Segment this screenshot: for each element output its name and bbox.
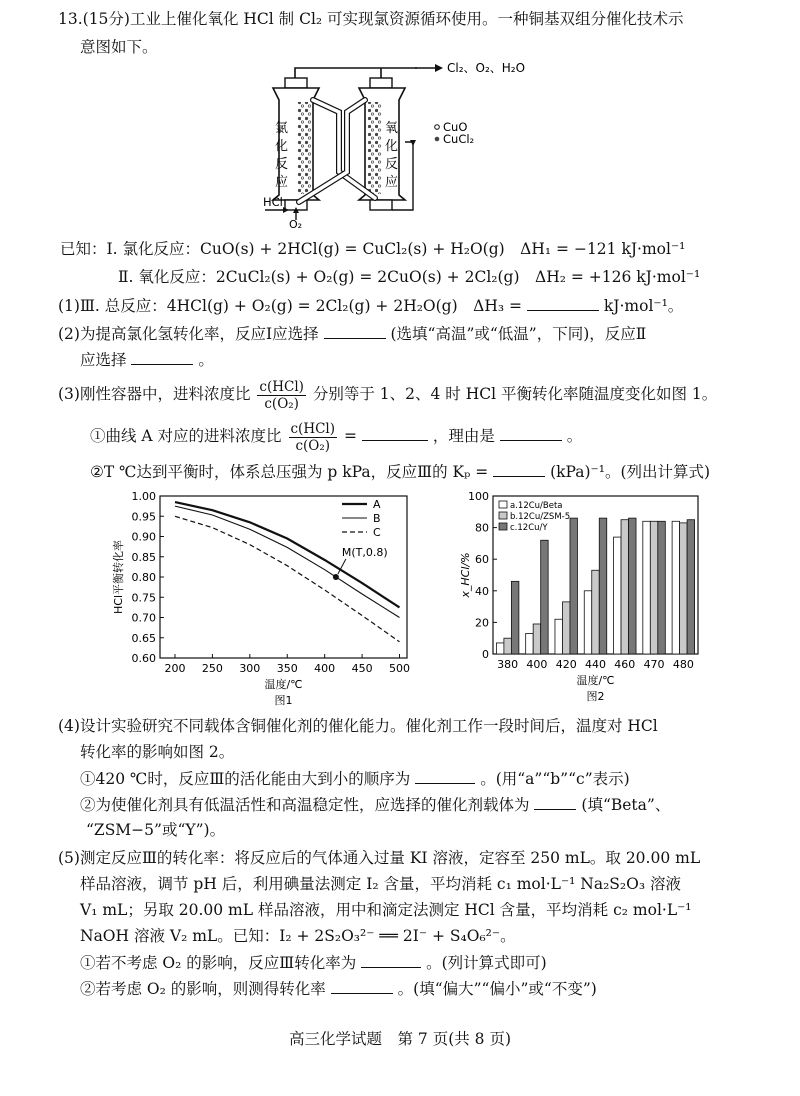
q5-text-b: 样品溶液，调节 pH 后，利用碘量法测定 I₂ 含量，平均消耗 c₁ mol·L⁻¹ Na₂S₂O₃ 溶液: [80, 875, 681, 893]
bar-400-c: [541, 540, 549, 654]
q1-unit: kJ·mol⁻¹。: [603, 297, 684, 315]
bar-480-b: [680, 523, 688, 654]
bar-380-b: [504, 638, 512, 654]
right-reactor-char-1: 氧: [385, 121, 399, 136]
frac-den: c(O₂): [264, 395, 299, 412]
bar-420-b: [562, 602, 570, 654]
q3-s1-text-c: ，理由是: [432, 427, 495, 445]
q2-text-c: 应选择: [80, 351, 127, 369]
frac-num-2: c(HCl): [290, 420, 336, 437]
q1: [58, 294, 683, 317]
q4-s2-text-c: “ZSM−5”或“Y”)。: [86, 821, 226, 839]
x-tick-label: 400: [526, 658, 548, 671]
q3-sub1: [90, 418, 582, 454]
q5-sub1: [80, 951, 547, 974]
bar-400-b: [533, 624, 541, 654]
q1-text: (1)Ⅲ. 总反应：4HCl(g) + O₂(g) = 2Cl₂(g) + 2H₂O(g) ΔH₃ =: [58, 297, 522, 315]
q3-sub2: [90, 460, 710, 483]
ratio-fraction-2: [289, 421, 338, 454]
figure-1-line-chart: [105, 488, 415, 710]
q4-s1-text-b: 。(用“a”“b”“c”表示): [480, 770, 630, 788]
series-line-C: [175, 516, 400, 642]
q4-s2-text-b: (填“Beta”、: [581, 796, 671, 814]
q3-s2-text-b: (kPa)⁻¹。(列出计算式): [550, 463, 711, 481]
q4-s1-blank[interactable]: [415, 767, 475, 784]
bar-420-c: [570, 518, 578, 654]
y-axis-label: HCl平衡转化率: [112, 539, 125, 615]
q2-text-d: 。: [198, 351, 214, 369]
legend-swatch-c: [499, 523, 507, 530]
x-tick-label: 200: [164, 662, 186, 675]
q3-s1-eq: =: [343, 427, 357, 445]
left-reactor-char-3: 反: [275, 157, 289, 172]
bar-440-c: [599, 518, 607, 654]
q3-s1-text-a: ①曲线 A 对应的进料浓度比: [90, 427, 282, 445]
x-tick-label: 460: [614, 658, 636, 671]
q3-text-b: 分别等于 1、2、4 时 HCl 平衡转化率随温度变化如图 1。: [312, 385, 718, 403]
point-M-label: M(T,0.8): [341, 546, 388, 559]
x-tick-label: 480: [672, 658, 694, 671]
out-label: Cl₂、O₂、H₂O: [447, 61, 526, 75]
bar-380-a: [496, 643, 504, 654]
q3-s1-blank-2[interactable]: [500, 424, 562, 441]
bar-460-a: [614, 537, 622, 654]
x-tick-label: 300: [239, 662, 261, 675]
y-tick-label: 0.75: [131, 591, 156, 605]
o2-input: O₂: [289, 218, 303, 230]
legend-label-A: A: [373, 498, 381, 511]
q3-s1-blank-1[interactable]: [362, 424, 428, 441]
legend-label-c: c.12Cu/Y: [510, 523, 548, 533]
q4-text-a: (4)设计实验研究不同载体含铜催化剂的催化能力。催化剂工作一段时间后，温度对 HCl: [58, 717, 658, 735]
q5-s2-text-a: ②若考虑 O₂ 的影响，则测得转化率: [80, 980, 326, 998]
y-tick-label: 20: [475, 616, 489, 630]
bar-460-c: [629, 518, 637, 654]
legend-label-b: b.12Cu/ZSM-5: [510, 512, 571, 522]
plot-frame: [160, 496, 407, 658]
bar-480-c: [687, 520, 695, 654]
x-tick-label: 350: [276, 662, 298, 675]
reactor-diagram: [255, 60, 555, 230]
bar-470-b: [650, 521, 658, 654]
bar-440-b: [592, 570, 600, 654]
q4-s1-text-a: ①420 ℃时，反应Ⅲ的活化能由大到小的顺序为: [80, 770, 411, 788]
bar-400-a: [526, 633, 534, 654]
right-reactor-char-4: 应: [385, 175, 399, 190]
bar-440-a: [584, 591, 592, 654]
q2-text-a: (2)为提高氯化氢转化率，反应Ⅰ应选择: [58, 325, 319, 343]
known-reaction-1: 已知：Ⅰ. 氯化反应：CuO(s) + 2HCl(g) = CuCl₂(s) + H₂O(g) ΔH₁ = −121 kJ·mol⁻¹: [60, 240, 686, 258]
left-reactor-char-2: 化: [275, 139, 289, 154]
y-tick-label: 0.60: [131, 652, 156, 665]
bar-470-a: [643, 521, 651, 654]
y-tick-label: 1.00: [131, 490, 156, 503]
y-tick-label: 40: [475, 584, 489, 598]
y-tick-label: 0: [482, 648, 489, 661]
y-tick-label: 100: [468, 490, 489, 503]
x-tick-label: 400: [314, 662, 336, 675]
q4-s2-blank[interactable]: [534, 793, 576, 810]
page-footer: 高三化学试题 第 7 页(共 8 页): [288, 1030, 512, 1048]
question-header: 13.(15分)工业上催化氧化 HCl 制 Cl₂ 可实现氯资源循环使用。一种铜基双组分催化技术示: [58, 10, 684, 28]
x-tick-label: 250: [201, 662, 223, 675]
bar-460-b: [621, 520, 629, 654]
bar-480-a: [672, 521, 680, 654]
y-tick-label: 0.80: [131, 571, 156, 584]
q2-cont: [80, 348, 214, 371]
legend-cuo: CuO: [443, 120, 468, 134]
y-tick-label: 0.95: [131, 510, 156, 524]
bar-420-a: [555, 619, 563, 654]
ratio-fraction: [257, 379, 306, 412]
q5-s1-text-b: 。(列计算式即可): [426, 954, 547, 972]
y-tick-label: 80: [475, 521, 489, 535]
left-reactor-char-4: 应: [275, 175, 289, 190]
y-tick-label: 0.90: [131, 530, 156, 544]
frac-den-2: c(O₂): [295, 437, 331, 454]
y-tick-label: 60: [475, 553, 489, 567]
q5-sub2: [80, 977, 597, 1000]
series-line-B: [175, 506, 400, 617]
legend-label-B: B: [373, 512, 381, 525]
q5-s1-blank[interactable]: [361, 951, 421, 968]
legend-cucl2: CuCl₂: [443, 132, 475, 146]
q5-text-d: NaOH 溶液 V₂ mL。已知：I₂ + 2S₂O₃²⁻ ══ 2I⁻ + S₄O₆²⁻。: [80, 927, 516, 945]
right-reactor-char-3: 反: [385, 157, 399, 172]
question-header-cont: 意图如下。: [80, 38, 158, 56]
bar-380-c: [511, 581, 519, 654]
figure-2-bar-chart: [458, 488, 708, 710]
q3-text-a: (3)刚性容器中，进料浓度比: [58, 385, 251, 403]
q1-answer-blank[interactable]: [527, 294, 599, 311]
q5-text-a: (5)测定反应Ⅲ的转化率：将反应后的气体通入过量 KI 溶液，定容至 250 mL。取 20.00 mL: [58, 849, 701, 867]
legend-label-C: C: [373, 526, 381, 539]
x-tick-label: 470: [643, 658, 665, 671]
point-M: [333, 574, 339, 580]
y-tick-label: 0.85: [131, 550, 156, 564]
q5-text-c: V₁ mL；另取 20.00 mL 样品溶液，用中和滴定法测定 HCl 含量，平均消耗 c₂ mol·L⁻¹: [80, 901, 692, 919]
q4-sub2: [80, 793, 670, 816]
q5-s1-text-a: ①若不考虑 O₂ 的影响，反应Ⅲ转化率为: [80, 954, 357, 972]
q2-blank-2[interactable]: [131, 348, 193, 365]
q3-s1-text-d: 。: [566, 427, 583, 445]
legend-swatch-b: [499, 512, 507, 519]
x-tick-label: 440: [585, 658, 606, 671]
x-tick-label: 420: [555, 658, 577, 671]
known-reaction-2: Ⅱ. 氧化反应：2CuCl₂(s) + O₂(g) = 2CuO(s) + 2Cl₂(g) ΔH₂ = +126 kJ·mol⁻¹: [118, 268, 701, 286]
y-axis-label: x_HCl/%: [459, 552, 472, 598]
x-tick-label: 450: [351, 662, 373, 675]
legend-swatch-a: [499, 501, 507, 508]
hcl-input: HCl: [263, 195, 283, 209]
q2-text-b: (选填“高温”或“低温”，下同)，反应Ⅱ: [390, 325, 647, 343]
frac-num: c(HCl): [259, 378, 304, 395]
y-tick-label: 0.65: [131, 631, 156, 645]
q5-s2-blank[interactable]: [331, 977, 393, 994]
y-tick-label: 0.70: [131, 611, 156, 625]
q3-s2-blank[interactable]: [493, 460, 545, 477]
q5-s2-text-b: 。(填“偏大”“偏小”或“不变”): [397, 980, 597, 998]
q4-text-b: 转化率的影响如图 2。: [80, 743, 235, 761]
x-tick-label: 500: [389, 662, 411, 675]
q2-blank-1[interactable]: [324, 322, 386, 339]
q3: [58, 376, 717, 412]
q2: [58, 322, 646, 345]
bar-470-c: [658, 521, 666, 654]
x-axis-label: 温度/℃: [264, 678, 303, 691]
q4-sub1: [80, 767, 630, 790]
right-reactor-char-2: 化: [385, 139, 399, 154]
figure-caption: 图1: [274, 694, 293, 707]
legend-label-a: a.12Cu/Beta: [510, 501, 563, 511]
q3-s2-text-a: ②T ℃达到平衡时，体系总压强为 p kPa，反应Ⅲ的 Kₚ =: [90, 463, 489, 481]
x-tick-label: 380: [497, 658, 519, 671]
figure-caption: 图2: [586, 690, 605, 703]
left-reactor-char-1: 氯: [275, 121, 289, 136]
x-axis-label: 温度/℃: [576, 674, 615, 687]
q4-s2-text-a: ②为使催化剂具有低温活性和高温稳定性，应选择的催化剂载体为: [80, 796, 530, 814]
